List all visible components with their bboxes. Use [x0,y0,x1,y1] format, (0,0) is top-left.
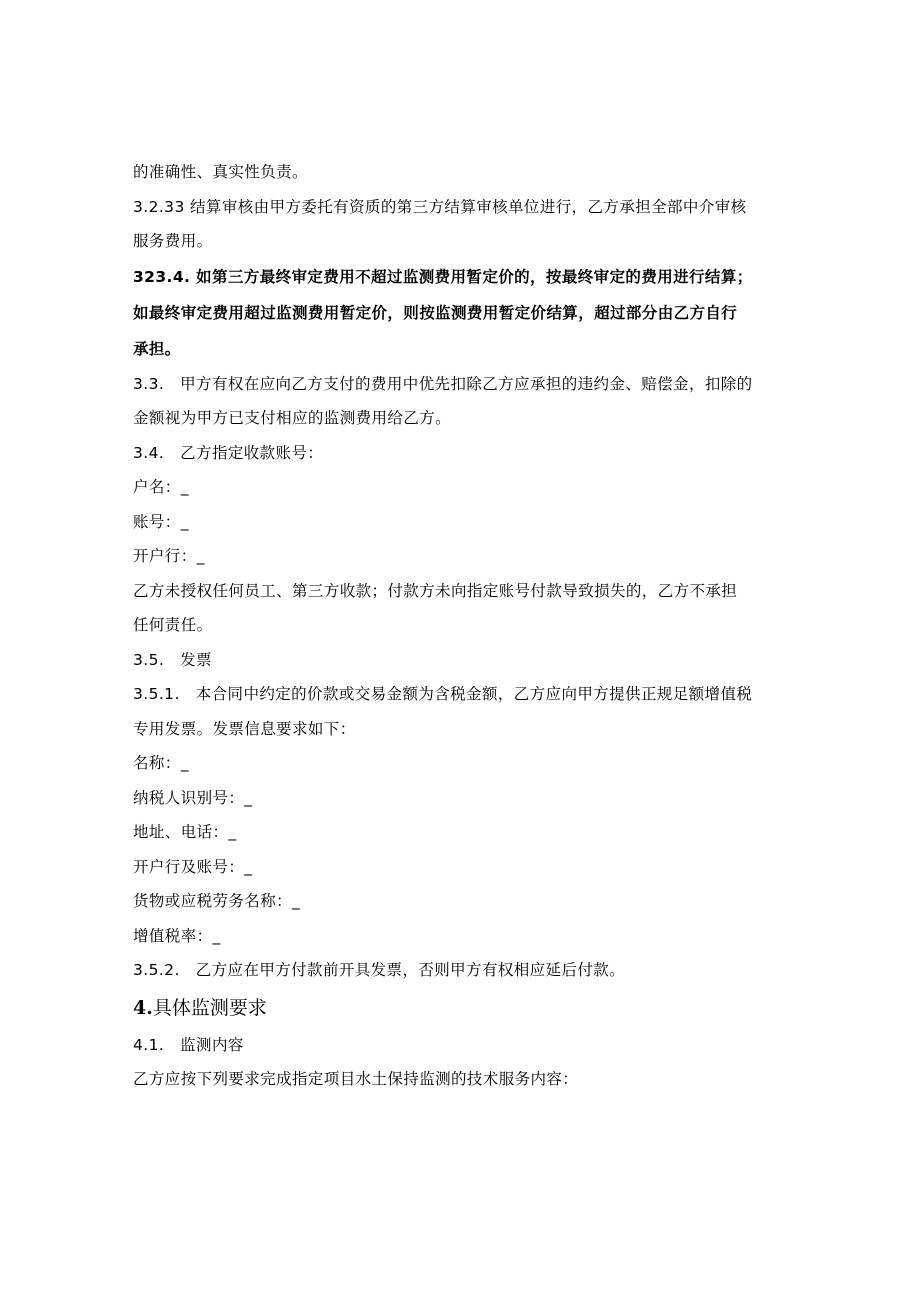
field-address-phone: 地址、电话：_ [133,823,237,841]
subsection-title: 4.1. 监测内容 [133,1035,244,1054]
field-account-number: 账号：_ [133,512,189,531]
field-account-name: 户名：_ [133,478,189,496]
text-line: 任何责任。 [133,616,213,634]
text-line: 专用发票。发票信息要求如下： [133,719,356,738]
text-line: 3.5.2. 乙方应在甲方付款前开具发票，否则甲方有权相应延后付款。 [133,961,626,979]
section-heading-text: 具体监测要求 [152,996,267,1019]
document-page [133,155,793,1097]
text-line: 的准确性、真实性负责。 [133,163,308,181]
bold-text-line: 323.4. 如第三方最终审定费用不超过监测费用暂定价的，按最终审定的费用进行结算； [133,267,753,286]
section-heading [133,988,793,1028]
text-line: 3.2.33 结算审核由甲方委托有资质的第三方结算审核单位进行，乙方承担全部中介审核 [133,197,747,216]
bold-text-line: 承担。 [133,339,181,358]
field-bank: 开户行：_ [133,547,205,565]
field-bank-account: 开户行及账号：_ [133,857,253,876]
text-line: 服务费用。 [133,232,213,250]
text-line: 金额视为甲方已支付相应的监测费用给乙方。 [133,409,452,427]
text-line: 3.5.1. 本合同中约定的价款或交易金额为含税金额，乙方应向甲方提供正规足额增值税 [133,685,753,703]
field-vat-rate: 增值税率：_ [133,926,221,945]
section-title-invoice: 3.5. 发票 [133,650,212,669]
text-line: 3.3. 甲方有权在应向乙方支付的费用中优先扣除乙方应承担的违约金、赔偿金，扣除的 [133,374,753,393]
field-goods-name: 货物或应税劳务名称：_ [133,892,301,910]
field-name: 名称：_ [133,754,189,772]
section-heading-number: 4. [133,996,153,1019]
text-line: 乙方应按下列要求完成指定项目水土保持监测的技术服务内容： [133,1070,579,1088]
text-line: 3.4. 乙方指定收款账号： [133,443,324,462]
field-taxpayer-id: 纳税人识别号：_ [133,788,253,807]
text-line: 乙方未授权任何员工、第三方收款；付款方未向指定账号付款导致损失的，乙方不承担 [133,581,738,600]
bold-text-line: 如最终审定费用超过监测费用暂定价，则按监测费用暂定价结算，超过部分由乙方自行 [133,303,738,322]
